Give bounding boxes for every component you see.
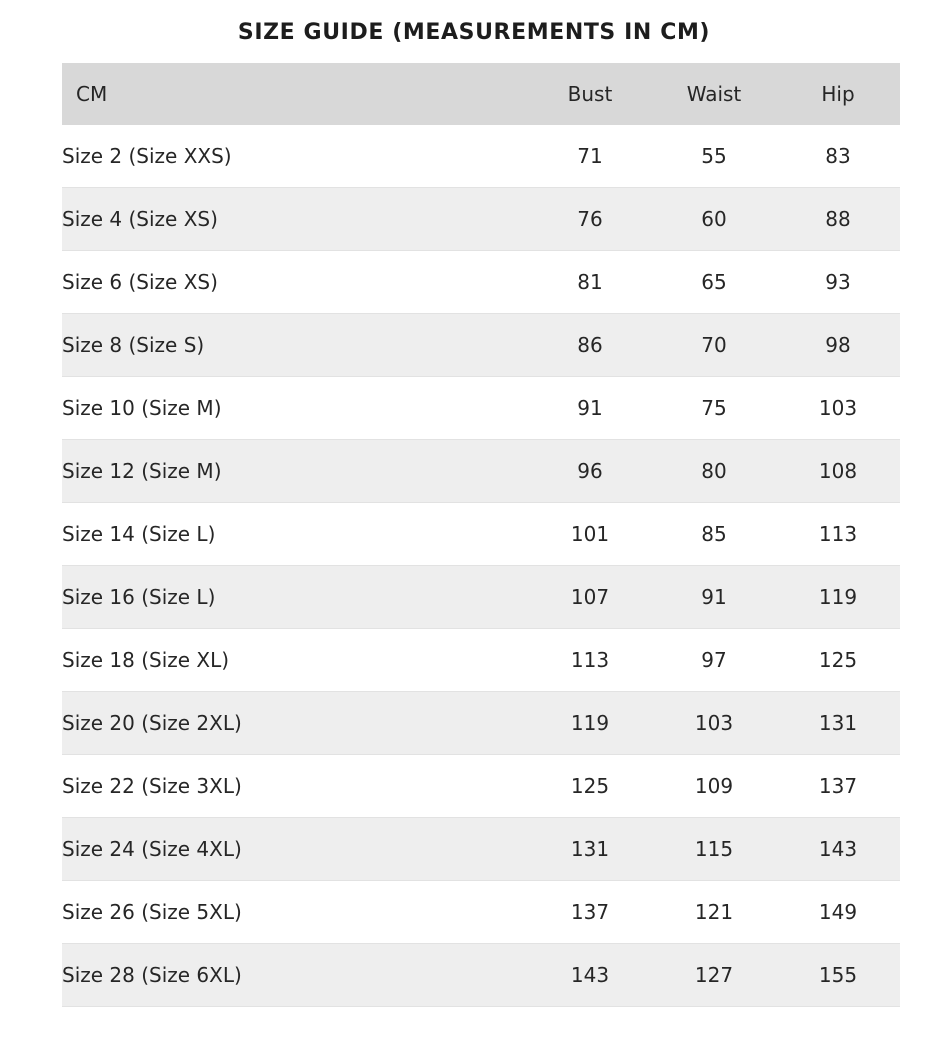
cell-hip: 155 xyxy=(776,944,900,1007)
table-row xyxy=(62,125,900,188)
cell-hip: 93 xyxy=(776,251,900,314)
cell-bust: 143 xyxy=(528,944,652,1007)
column-header-bust: Bust xyxy=(528,63,652,125)
cell-bust: 107 xyxy=(528,566,652,629)
cell-waist: 91 xyxy=(652,566,776,629)
cell-bust: 71 xyxy=(528,125,652,188)
table-row xyxy=(62,377,900,440)
cell-waist: 70 xyxy=(652,314,776,377)
table-header-row xyxy=(62,63,900,125)
cell-size: Size 6 (Size XS) xyxy=(62,251,528,314)
cell-hip: 149 xyxy=(776,881,900,944)
table-row xyxy=(62,314,900,377)
cell-hip: 108 xyxy=(776,440,900,503)
column-header-hip: Hip xyxy=(776,63,900,125)
cell-size: Size 20 (Size 2XL) xyxy=(62,692,528,755)
cell-waist: 103 xyxy=(652,692,776,755)
cell-size: Size 28 (Size 6XL) xyxy=(62,944,528,1007)
cell-hip: 103 xyxy=(776,377,900,440)
table-row xyxy=(62,944,900,1007)
cell-bust: 101 xyxy=(528,503,652,566)
cell-size: Size 12 (Size M) xyxy=(62,440,528,503)
cell-hip: 98 xyxy=(776,314,900,377)
cell-bust: 125 xyxy=(528,755,652,818)
cell-bust: 131 xyxy=(528,818,652,881)
cell-waist: 121 xyxy=(652,881,776,944)
cell-waist: 127 xyxy=(652,944,776,1007)
cell-size: Size 16 (Size L) xyxy=(62,566,528,629)
table-row xyxy=(62,251,900,314)
cell-hip: 113 xyxy=(776,503,900,566)
cell-size: Size 10 (Size M) xyxy=(62,377,528,440)
cell-hip: 137 xyxy=(776,755,900,818)
table-row xyxy=(62,629,900,692)
page-title: SIZE GUIDE (MEASUREMENTS IN CM) xyxy=(237,20,711,45)
cell-waist: 65 xyxy=(652,251,776,314)
cell-bust: 91 xyxy=(528,377,652,440)
cell-hip: 131 xyxy=(776,692,900,755)
cell-bust: 81 xyxy=(528,251,652,314)
table-row xyxy=(62,692,900,755)
cell-hip: 125 xyxy=(776,629,900,692)
cell-size: Size 18 (Size XL) xyxy=(62,629,528,692)
cell-hip: 88 xyxy=(776,188,900,251)
cell-waist: 115 xyxy=(652,818,776,881)
cell-waist: 85 xyxy=(652,503,776,566)
column-header-waist: Waist xyxy=(652,63,776,125)
cell-waist: 75 xyxy=(652,377,776,440)
cell-bust: 96 xyxy=(528,440,652,503)
cell-size: Size 22 (Size 3XL) xyxy=(62,755,528,818)
cell-waist: 80 xyxy=(652,440,776,503)
table-header xyxy=(62,63,900,125)
cell-bust: 86 xyxy=(528,314,652,377)
cell-bust: 137 xyxy=(528,881,652,944)
cell-hip: 83 xyxy=(776,125,900,188)
cell-waist: 97 xyxy=(652,629,776,692)
table-row xyxy=(62,440,900,503)
cell-size: Size 26 (Size 5XL) xyxy=(62,881,528,944)
cell-waist: 60 xyxy=(652,188,776,251)
cell-bust: 76 xyxy=(528,188,652,251)
table-row xyxy=(62,503,900,566)
table-row xyxy=(62,755,900,818)
cell-bust: 113 xyxy=(528,629,652,692)
cell-size: Size 24 (Size 4XL) xyxy=(62,818,528,881)
table-row xyxy=(62,881,900,944)
table-row xyxy=(62,188,900,251)
cell-hip: 143 xyxy=(776,818,900,881)
cell-size: Size 2 (Size XXS) xyxy=(62,125,528,188)
cell-waist: 109 xyxy=(652,755,776,818)
cell-bust: 119 xyxy=(528,692,652,755)
cell-waist: 55 xyxy=(652,125,776,188)
cell-size: Size 4 (Size XS) xyxy=(62,188,528,251)
column-header-cm: CM xyxy=(62,63,528,125)
cell-size: Size 14 (Size L) xyxy=(62,503,528,566)
cell-hip: 119 xyxy=(776,566,900,629)
table-row xyxy=(62,818,900,881)
table-row xyxy=(62,566,900,629)
table-body xyxy=(62,125,900,1007)
size-guide-table xyxy=(62,63,900,1007)
size-table-container xyxy=(62,63,886,1007)
cell-size: Size 8 (Size S) xyxy=(62,314,528,377)
